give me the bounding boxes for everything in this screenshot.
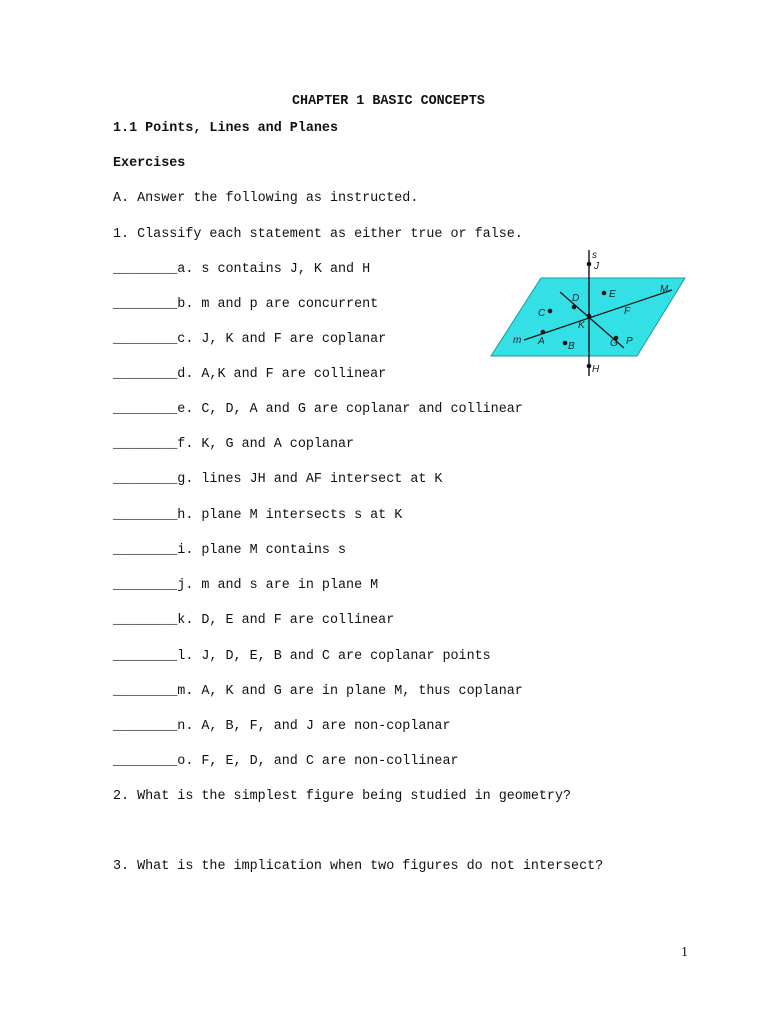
label-c: C bbox=[538, 308, 546, 319]
statement-c: ________c. J, K and F are coplanar bbox=[113, 332, 387, 347]
label-f: F bbox=[624, 306, 631, 317]
statement-j: ________j. m and s are in plane M bbox=[113, 578, 379, 593]
label-m-line: m bbox=[513, 335, 522, 346]
statement-n: ________n. A, B, F, and J are non-coplanar bbox=[113, 719, 451, 734]
label-d: D bbox=[572, 293, 580, 304]
statement-f: ________f. K, G and A coplanar bbox=[113, 437, 355, 452]
instructions-text: A. Answer the following as instructed. bbox=[113, 191, 419, 206]
section-heading: 1.1 Points, Lines and Planes bbox=[113, 121, 338, 136]
question-2: 2. What is the simplest figure being studied in geometry? bbox=[113, 789, 572, 804]
point-h bbox=[587, 364, 592, 369]
statement-o: ________o. F, E, D, and C are non-collinear bbox=[113, 754, 459, 769]
label-h: H bbox=[592, 364, 600, 375]
label-a: A bbox=[538, 336, 545, 347]
statement-i: ________i. plane M contains s bbox=[113, 543, 347, 558]
label-s: s bbox=[592, 250, 597, 261]
statement-g: ________g. lines JH and AF intersect at K bbox=[113, 472, 443, 487]
page-number: 1 bbox=[681, 945, 688, 960]
point-d bbox=[572, 305, 577, 310]
statement-h: ________h. plane M intersects s at K bbox=[113, 508, 403, 523]
statement-l: ________l. J, D, E, B and C are coplanar points bbox=[113, 649, 491, 664]
point-b bbox=[563, 341, 568, 346]
exercises-heading: Exercises bbox=[113, 156, 186, 171]
label-j: J bbox=[594, 261, 599, 272]
label-k: K bbox=[578, 320, 585, 331]
statement-k: ________k. D, E and F are collinear bbox=[113, 613, 395, 628]
point-c bbox=[548, 309, 553, 314]
question-3: 3. What is the implication when two figures do not intersect? bbox=[113, 859, 604, 874]
statement-m: ________m. A, K and G are in plane M, thus coplanar bbox=[113, 684, 523, 699]
point-a bbox=[541, 330, 546, 335]
statement-e: ________e. C, D, A and G are coplanar and collinear bbox=[113, 402, 523, 417]
label-b: B bbox=[568, 341, 575, 352]
question-1: 1. Classify each statement as either true or false. bbox=[113, 227, 523, 242]
point-j bbox=[587, 262, 592, 267]
statement-a: ________a. s contains J, K and H bbox=[113, 262, 371, 277]
label-g: G bbox=[610, 338, 618, 349]
point-k bbox=[587, 314, 592, 319]
label-m-plane: M bbox=[660, 284, 669, 295]
label-p: P bbox=[626, 336, 633, 347]
chapter-title: CHAPTER 1 BASIC CONCEPTS bbox=[292, 94, 485, 109]
statement-d: ________d. A,K and F are collinear bbox=[113, 367, 387, 382]
plane-diagram bbox=[488, 248, 688, 380]
point-e bbox=[602, 291, 607, 296]
statement-b: ________b. m and p are concurrent bbox=[113, 297, 379, 312]
label-e: E bbox=[609, 289, 616, 300]
